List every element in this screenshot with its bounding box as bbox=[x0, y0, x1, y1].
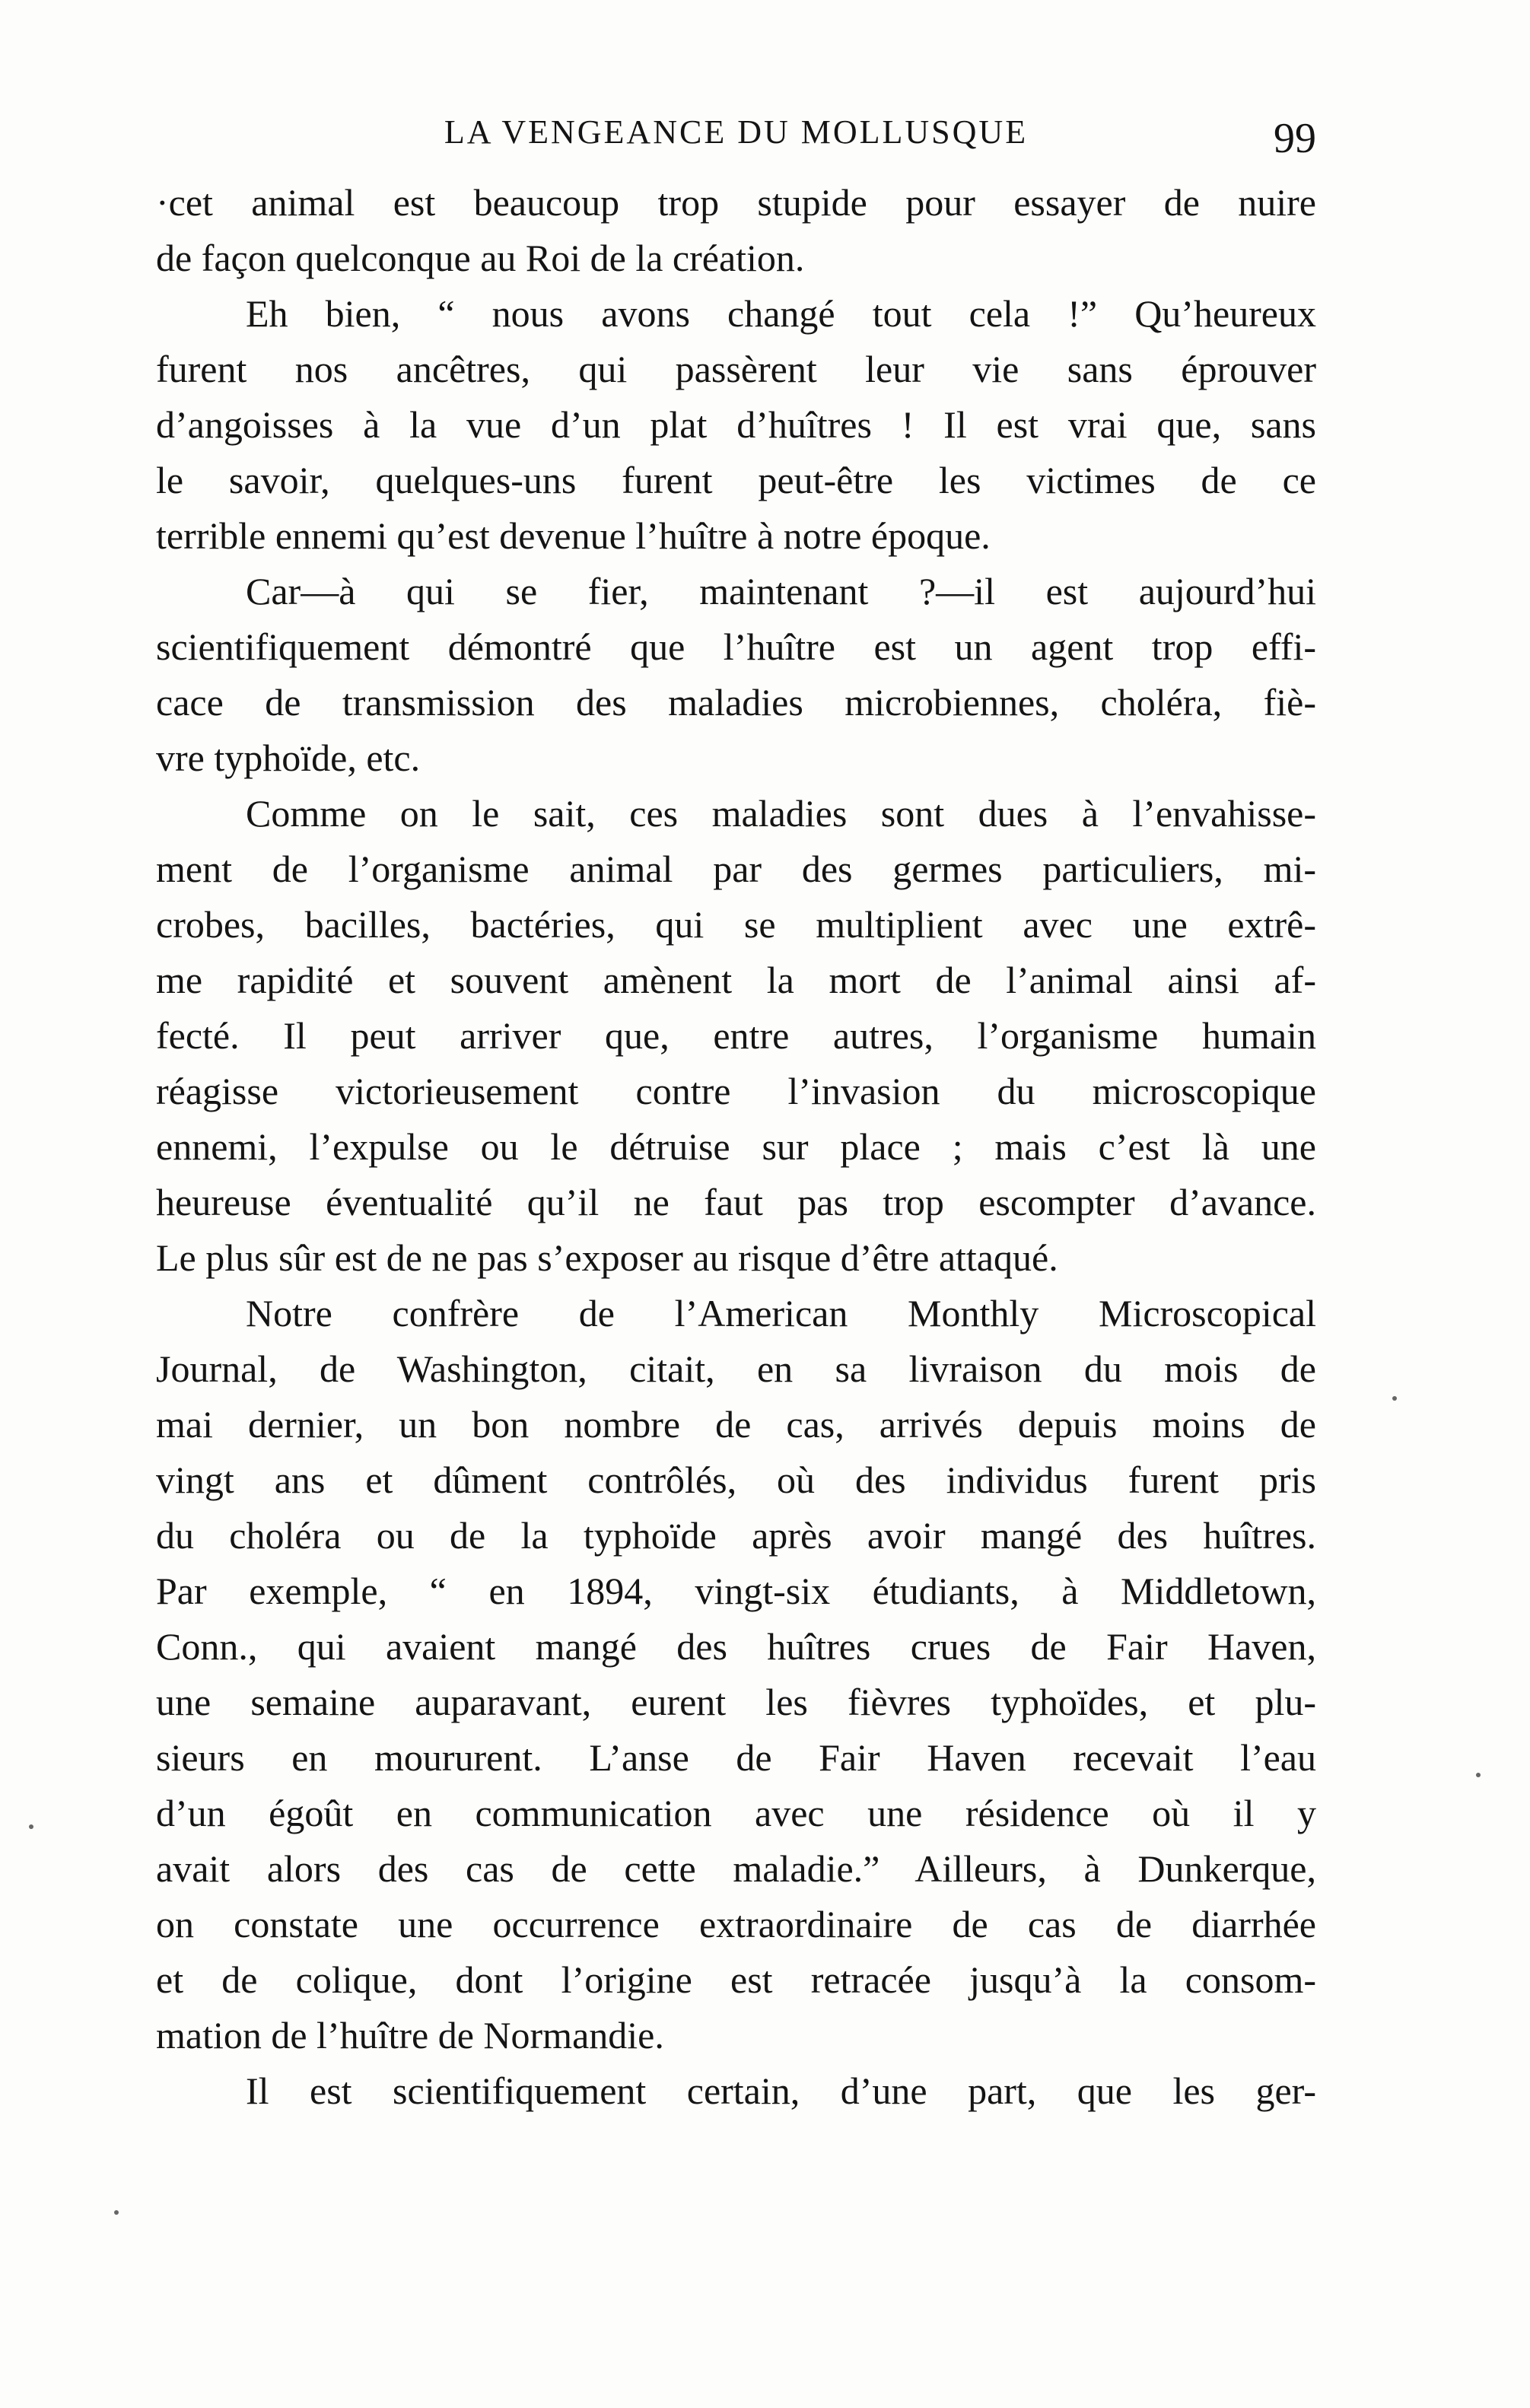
text-line: me rapidité et souvent amènent la mort de l’animal ainsi af- bbox=[156, 959, 1316, 1001]
text-line: terrible ennemi qu’est devenue l’huître à notre époque. bbox=[156, 514, 991, 557]
text-line: sieurs en moururent. L’anse de Fair Haven recevait l’eau bbox=[156, 1736, 1316, 1779]
page-number: 99 bbox=[1274, 115, 1316, 162]
text-line: Car—à qui se fier, maintenant ?—il est aujourd’hui bbox=[246, 570, 1316, 612]
text-line: du choléra ou de la typhoïde après avoir mangé des huîtres. bbox=[156, 1514, 1316, 1557]
text-line: Comme on le sait, ces maladies sont dues à l’envahisse- bbox=[246, 792, 1316, 835]
text-line: scientifiquement démontré que l’huître est un agent trop effi- bbox=[156, 625, 1316, 668]
text-line: crobes, bacilles, bactéries, qui se multiplient avec une extrê- bbox=[156, 903, 1316, 946]
scan-speck bbox=[114, 2210, 119, 2215]
text-line: et de colique, dont l’origine est retracée jusqu’à la consom- bbox=[156, 1958, 1316, 2001]
text-line: une semaine auparavant, eurent les fièvres typhoïdes, et plu- bbox=[156, 1681, 1316, 1723]
text-line: ment de l’organisme animal par des germes particuliers, mi- bbox=[156, 848, 1316, 890]
text-line: mai dernier, un bon nombre de cas, arrivés depuis moins de bbox=[156, 1403, 1316, 1446]
text-line: vre typhoïde, etc. bbox=[156, 736, 421, 779]
text-line: Par exemple, “ en 1894, vingt-six étudiants, à Middletown, bbox=[156, 1570, 1316, 1612]
text-line: Conn., qui avaient mangé des huîtres crues de Fair Haven, bbox=[156, 1625, 1316, 1668]
text-line: Le plus sûr est de ne pas s’exposer au risque d’être attaqué. bbox=[156, 1236, 1058, 1279]
text-line: d’angoisses à la vue d’un plat d’huîtres ! Il est vrai que, sans bbox=[156, 403, 1316, 446]
text-line: Il est scientifiquement certain, d’une part, que les ger- bbox=[246, 2069, 1316, 2112]
text-line: cace de transmission des maladies microbiennes, choléra, fiè- bbox=[156, 681, 1316, 724]
text-line: fecté. Il peut arriver que, entre autres, l’organisme humain bbox=[156, 1014, 1316, 1057]
text-line: d’un égoût en communication avec une résidence où il y bbox=[156, 1792, 1316, 1834]
body-text bbox=[156, 175, 1316, 2119]
text-line: réagisse victorieusement contre l’invasion du microscopique bbox=[156, 1070, 1316, 1112]
running-title: LA VENGEANCE DU MOLLUSQUE bbox=[444, 113, 1029, 151]
text-line: mation de l’huître de Normandie. bbox=[156, 2014, 664, 2057]
text-line: ·cet animal est beaucoup trop stupide pour essayer de nuire bbox=[156, 181, 1316, 224]
text-line: de façon quelconque au Roi de la création. bbox=[156, 237, 805, 279]
text-line: le savoir, quelques-uns furent peut-être les victimes de ce bbox=[156, 459, 1316, 501]
text-line: ennemi, l’expulse ou le détruise sur place ; mais c’est là une bbox=[156, 1125, 1316, 1168]
text-line: Journal, de Washington, citait, en sa livraison du mois de bbox=[156, 1347, 1316, 1390]
text-line: vingt ans et dûment contrôlés, où des individus furent pris bbox=[156, 1458, 1316, 1501]
text-line: on constate une occurrence extraordinaire de cas de diarrhée bbox=[156, 1903, 1316, 1945]
text-line: furent nos ancêtres, qui passèrent leur vie sans éprouver bbox=[156, 348, 1316, 390]
text-line: Notre confrère de l’American Monthly Microscopical bbox=[246, 1292, 1316, 1334]
running-head bbox=[156, 107, 1316, 167]
text-line: heureuse éventualité qu’il ne faut pas trop escompter d’avance. bbox=[156, 1181, 1316, 1223]
text-line: Eh bien, “ nous avons changé tout cela !” Qu’heureux bbox=[246, 292, 1316, 335]
scan-speck bbox=[29, 1824, 33, 1829]
scan-speck bbox=[1392, 1396, 1397, 1401]
scan-speck bbox=[1476, 1773, 1481, 1777]
text-line: avait alors des cas de cette maladie.” Ailleurs, à Dunkerque, bbox=[156, 1847, 1316, 1890]
